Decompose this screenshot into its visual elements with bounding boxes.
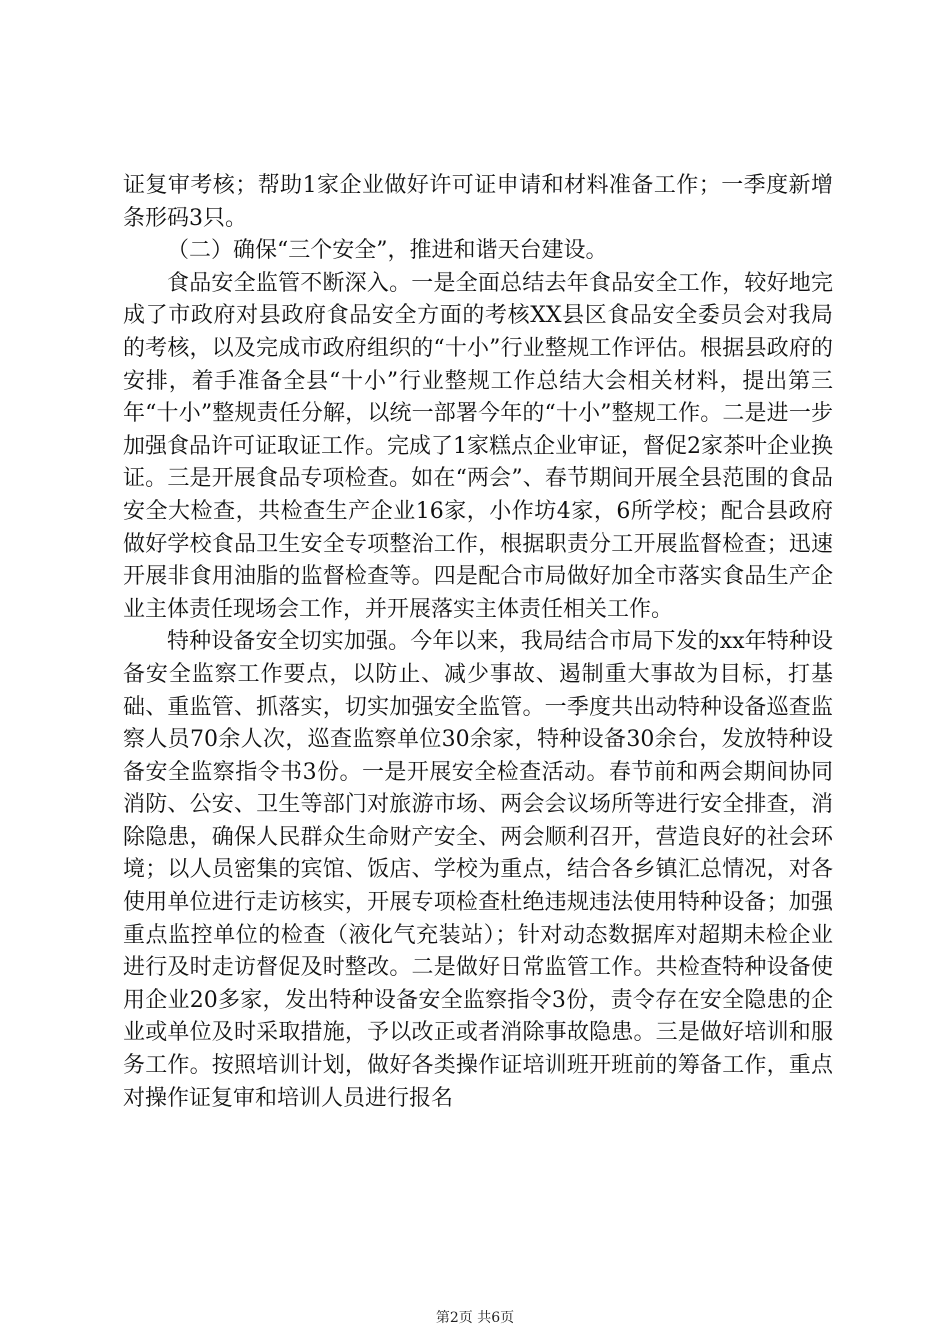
paragraph-food-safety: 食品安全监管不断深入。一是全面总结去年食品安全工作，较好地完成了市政府对县政府食品安全方面的考核XX县区食品安全委员会对我局的考核，以及完成市政府组织的“十小”行业整规工作评估。根据县政府的安排，着手准备全县“十小”行业整规工作总结大会相关材料，提出第三年“十小”整规责任分解，以统一部署今年的“十小”整规工作。二是进一步加强食品许可证取证工作。完成了1家糕点企业审证，督促2家茶叶企业换证。三是开展食品专项检查。如在“两会”、春节期间开展全县范围的食品安全大检查，共检查生产企业16家，小作坊4家，6所学校；配合县政府做好学校食品卫生安全专项整治工作，根据职责分工开展监督检查；迅速开展非食用油脂的监督检查等。四是配合市局做好加全市落实食品生产企业主体责任现场会工作，并开展落实主体责任相关工作。 bbox=[123, 270, 833, 622]
paragraph-continuation: 证复审考核；帮助1家企业做好许可证申请和材料准备工作；一季度新增条形码3只。 bbox=[123, 173, 833, 231]
page-number-footer: 第2页 共6页 bbox=[435, 1310, 515, 1326]
paragraph-special-equipment: 特种设备安全切实加强。今年以来，我局结合市局下发的xx年特种设备安全监察工作要点，以防止、减少事故、遏制重大事故为目标，打基础、重监管、抓落实，切实加强安全监管。一季度共出动特种设备巡查监察人员70余人次，巡查监察单位30余家，特种设备30余台，发放特种设备安全监察指令书3份。一是开展安全检查活动。春节前和两会期间协同消防、公安、卫生等部门对旅游市场、两会会议场所等进行安全排查，消除隐患，确保人民群众生命财产安全、两会顺利召开，营造良好的社会环境；以人员密集的宾馆、饭店、学校为重点，结合各乡镇汇总情况，对各使用单位进行走访核实，开展专项检查杜绝违规违法使用特种设备；加强重点监控单位的检查（液化气充装站）；针对动态数据库对超期未检企业进行及时走访督促及时整改。二是做好日常监管工作。共检查特种设备使用企业20多家，发出特种设备安全监察指令3份，责令存在安全隐患的企业或单位及时采取措施，予以改正或者消除事故隐患。三是做好培训和服务工作。按照培训计划，做好各类操作证培训班开班前的筹备工作，重点对操作证复审和培训人员进行报名 bbox=[123, 629, 833, 1111]
section-heading: （二）确保“三个安全”，推进和谐天台建设。 bbox=[167, 238, 608, 264]
document-body bbox=[123, 170, 833, 1115]
